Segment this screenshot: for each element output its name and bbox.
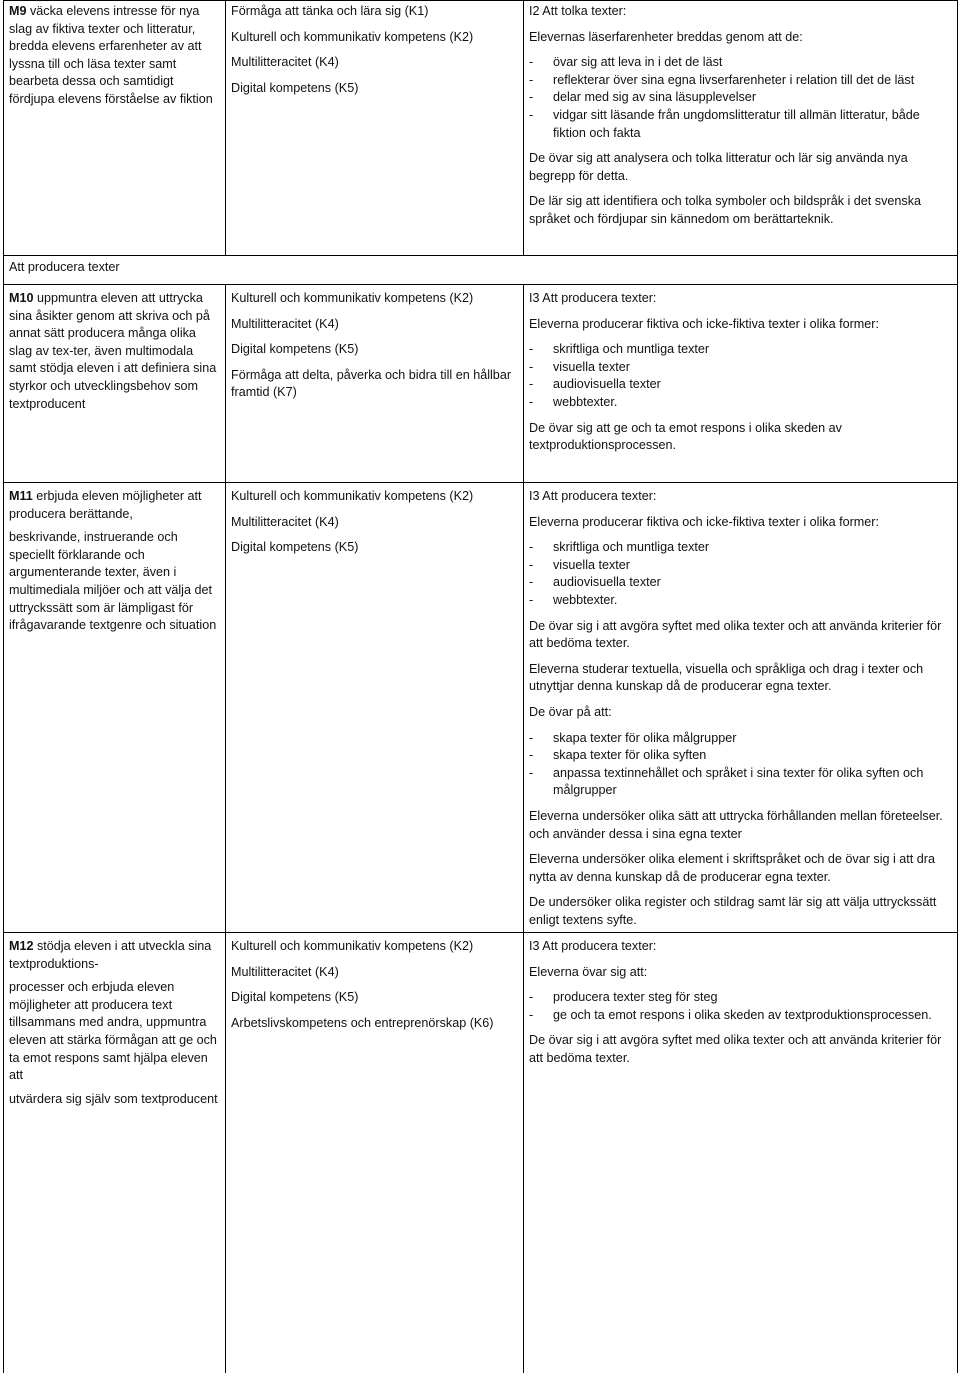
intro-text: Elevernas läserfarenheter breddas genom att de:: [529, 29, 803, 44]
list-item: - anpassa textinnehållet och språket i sina texter för olika syften och målgrupper: [529, 765, 952, 800]
list-item: - delar med sig av sina läsupplevelser: [529, 89, 952, 107]
competence-cell: [226, 933, 524, 1373]
competence-item: Digital kompetens (K5): [231, 342, 359, 357]
competence-item: Digital kompetens (K5): [231, 540, 359, 555]
competence-item: Kulturell och kommunikativ kompetens (K2): [231, 939, 474, 953]
goal-code: M12: [9, 939, 34, 953]
list-item: - visuella texter: [529, 557, 952, 575]
intro-text: Eleverna producerar fiktiva och icke-fiktiva texter i olika former:: [529, 316, 879, 331]
goal-text-cont: processer och erbjuda eleven möjligheter att producera text tillsammans med andra, uppmuntra eleven att stärka förmågan att ge och ta emot respons samt hjälpa eleven att: [9, 980, 217, 1083]
list-item: - skapa texter för olika målgrupper: [529, 730, 952, 748]
paragraph: De övar sig i att avgöra syftet med olika texter och att använda kriterier för att bedöma texter.: [529, 1033, 942, 1065]
area-title: I2 Att tolka texter:: [529, 4, 627, 18]
table-row-m11: [3, 483, 958, 933]
paragraph: Eleverna undersöker olika sätt att uttrycka förhållanden mellan företeelser. och använder dessa i sina egna texter: [529, 808, 943, 841]
goal-code: M11: [9, 489, 33, 503]
section-heading-row: [3, 256, 958, 285]
paragraph: De övar sig att analysera och tolka litteratur och lär sig använda nya begrepp för detta.: [529, 151, 908, 183]
bullet-list: [529, 730, 952, 800]
area-title: I3 Att producera texter:: [529, 291, 657, 305]
list-item: - webbtexter.: [529, 394, 952, 412]
paragraph: Eleverna undersöker olika element i skriftspråket och de övar sig i att dra nytta av denna kunskap då de producerar egna texter.: [529, 852, 935, 884]
competence-item: Kulturell och kommunikativ kompetens (K2): [231, 489, 474, 503]
goal-text-cont: utvärdera sig själv som textproducent: [9, 1091, 218, 1106]
content-cell: [524, 1, 957, 255]
competence-item: Multilitteracitet (K4): [231, 316, 339, 331]
intro-text: Eleverna producerar fiktiva och icke-fiktiva texter i olika former:: [529, 514, 879, 529]
competence-item: Multilitteracitet (K4): [231, 514, 339, 529]
goal-text-cont: beskrivande, instruerande och speciellt förklarande och argumenterande texter, även i multimediala miljöer och att välja det uttryckssätt som är lämpligast för ifrågavarande textgenre och situation: [9, 530, 217, 633]
competence-cell: [226, 1, 524, 255]
table-row-m12: [3, 933, 958, 1373]
goal-cell: [4, 1, 226, 255]
paragraph: De övar sig att ge och ta emot respons i olika skeden av textproduktionsprocessen.: [529, 420, 842, 453]
list-item: - visuella texter: [529, 359, 952, 377]
competence-item: Kulturell och kommunikativ kompetens (K2): [231, 29, 474, 44]
competence-cell: [226, 285, 524, 482]
paragraph: Eleverna studerar textuella, visuella och språkliga och drag i texter och utnyttjar denna kunskap då de producerar egna texter.: [529, 661, 924, 694]
content-cell: [524, 483, 957, 932]
bullet-list: [529, 54, 952, 142]
intro-text: Eleverna övar sig att:: [529, 964, 648, 979]
list-item: - skriftliga och muntliga texter: [529, 539, 952, 557]
paragraph: De undersöker olika register och stildrag samt lär sig att välja uttryckssätt enligt textens syfte.: [529, 895, 937, 927]
list-item: - ge och ta emot respons i olika skeden av textproduktionsprocessen.: [529, 1007, 952, 1025]
competence-item: Digital kompetens (K5): [231, 80, 359, 95]
goal-text: erbjuda eleven möjligheter att producera berättande,: [9, 489, 202, 521]
competence-item: Multilitteracitet (K4): [231, 55, 339, 70]
list-item: - producera texter steg för steg: [529, 989, 952, 1007]
content-cell: [524, 933, 957, 1373]
content-cell: [524, 285, 957, 482]
competence-item: Multilitteracitet (K4): [231, 964, 339, 979]
paragraph: De övar på att:: [529, 704, 612, 719]
goal-cell: [4, 933, 226, 1373]
list-item: - audiovisuella texter: [529, 574, 952, 592]
list-item: - skapa texter för olika syften: [529, 747, 952, 765]
paragraph: De övar sig i att avgöra syftet med olika texter och att använda kriterier för att bedöma texter.: [529, 618, 942, 651]
list-item: - vidgar sitt läsande från ungdomslitteratur till allmän litteratur, både fiktion och fakta: [529, 107, 952, 142]
goal-text: väcka elevens intresse för nya slag av fiktiva texter och litteratur, bredda elevens erfarenheter av att lyssna till och läsa texter samt bearbeta dessa och samtidigt fördjupa elevens förståelse av fiktion: [9, 4, 213, 106]
curriculum-table: [3, 0, 958, 1373]
competence-item: Förmåga att tänka och lära sig (K1): [231, 4, 429, 18]
bullet-list: [529, 989, 952, 1024]
area-title: I3 Att producera texter:: [529, 939, 657, 953]
goal-cell: [4, 483, 226, 932]
bullet-list: [529, 341, 952, 411]
paragraph: De lär sig att identifiera och tolka symboler och bildspråk i det svenska språket och fördjupar sin kännedom om berättarteknik.: [529, 194, 921, 226]
list-item: - övar sig att leva in i det de läst: [529, 54, 952, 72]
table-row-m10: [3, 285, 958, 483]
goal-code: M10: [9, 291, 34, 305]
list-item: - audiovisuella texter: [529, 376, 952, 394]
goal-code: M9: [9, 4, 27, 18]
goal-cell: [4, 285, 226, 482]
competence-cell: [226, 483, 524, 932]
list-item: - skriftliga och muntliga texter: [529, 341, 952, 359]
goal-text: stödja eleven i att utveckla sina textproduktions-: [9, 939, 212, 971]
goal-text: uppmuntra eleven att uttrycka sina åsikter genom att skriva och på annat sätt producera många olika slag av tex-ter, även multimodala samt stödja eleven i att definiera sina styrkor och utvecklingsbehov som textproducent: [9, 291, 217, 411]
competence-item: Digital kompetens (K5): [231, 990, 359, 1005]
competence-item: Kulturell och kommunikativ kompetens (K2): [231, 291, 474, 305]
list-item: - webbtexter.: [529, 592, 952, 610]
area-title: I3 Att producera texter:: [529, 489, 657, 503]
section-heading: Att producera texter: [9, 260, 120, 274]
list-item: - reflekterar över sina egna livserfarenheter i relation till det de läst: [529, 72, 952, 90]
competence-item: Förmåga att delta, påverka och bidra till en hållbar framtid (K7): [231, 367, 512, 400]
competence-item: Arbetslivskompetens och entreprenörskap (K6): [231, 1015, 494, 1030]
bullet-list: [529, 539, 952, 609]
table-row-m9: [3, 0, 958, 256]
